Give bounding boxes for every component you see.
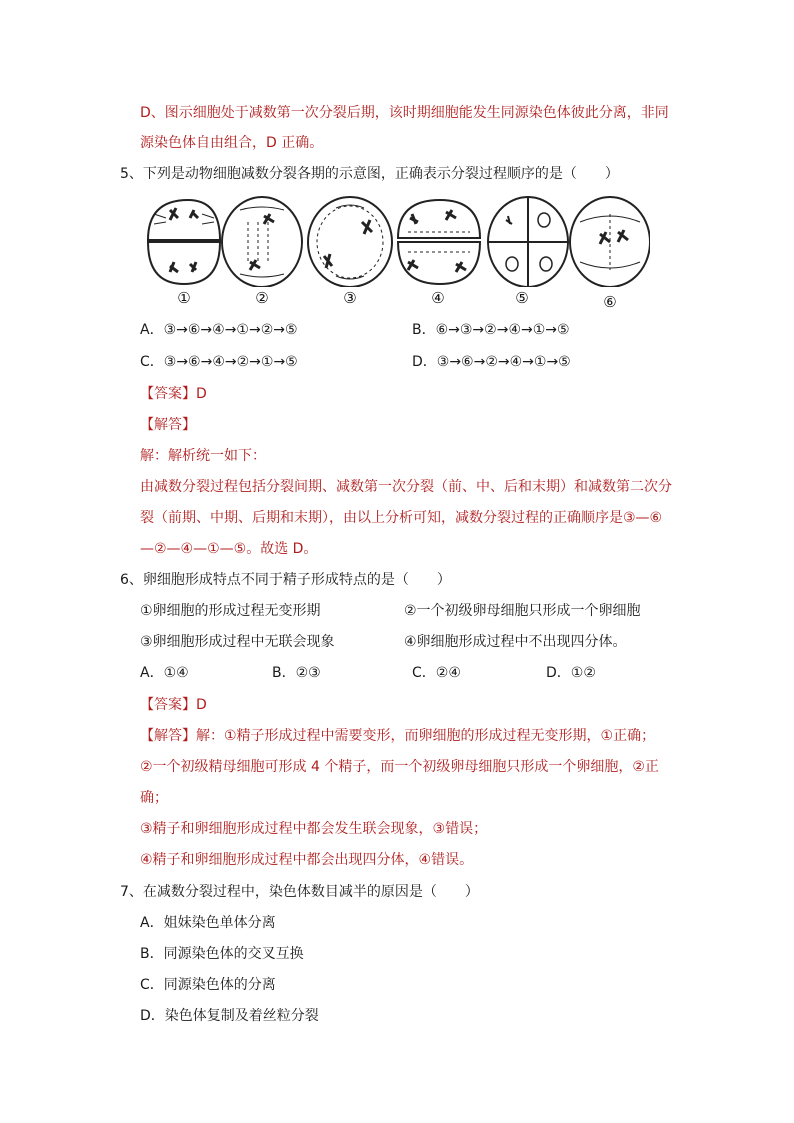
q7-option-a: A．姐妹染色单体分离 xyxy=(140,915,276,931)
q6-analysis-text-1: 解：①精子形成过程中需要变形，而卵细胞的形成过程无变形期，①正确； xyxy=(196,728,656,744)
q6-item-3: ③卵细胞形成过程中无联会现象 xyxy=(140,634,335,650)
prev-answer-line-2: 源染色体自由组合，D 正确。 xyxy=(140,135,324,151)
q6-option-c: C．②④ xyxy=(412,665,461,681)
cell-3 xyxy=(308,197,392,287)
figure-label-2: ② xyxy=(255,289,269,307)
cell-5 xyxy=(488,197,568,287)
q6-analysis-line-2: ②一个初级精母细胞可形成 4 个精子，而一个初级卵母细胞只形成一个卵细胞，②正 xyxy=(140,759,659,775)
q5-analysis-line-2: 由减数分裂过程包括分裂间期、减数第一次分裂（前、中、后和末期）和减数第二次分 xyxy=(140,479,672,495)
q6-item-2: ②一个初级卵母细胞只形成一个卵细胞 xyxy=(404,603,641,619)
q6-option-a: A．①④ xyxy=(140,665,189,681)
q6-item-4: ④卵细胞形成过程中不出现四分体。 xyxy=(404,634,627,650)
q6-analysis-line-1 xyxy=(140,726,655,746)
q6-item-1: ①卵细胞的形成过程无变形期 xyxy=(140,603,321,619)
q6-analysis-line-5: ④精子和卵细胞形成过程中都会出现四分体，④错误。 xyxy=(140,852,474,868)
q6-option-d: D．①② xyxy=(546,665,596,681)
figure-label-4: ④ xyxy=(431,289,445,307)
q6-analysis-tag: 【解答】 xyxy=(140,728,196,744)
q6-analysis-line-3: 确； xyxy=(140,790,168,806)
q7-option-b: B．同源染色体的交叉互换 xyxy=(140,946,304,962)
q5-option-b: B．⑥→③→②→④→①→⑤ xyxy=(412,322,570,338)
q5-answer-value: D xyxy=(196,386,207,402)
cell-2 xyxy=(222,197,302,287)
meiosis-figure xyxy=(140,192,650,314)
q6-stem: 6、卵细胞形成特点不同于精子形成特点的是（ ） xyxy=(120,572,451,588)
figure-label-5: ⑤ xyxy=(515,289,529,307)
prev-answer-line-1: D、图示细胞处于减数第一次分裂后期，该时期细胞能发生同源染色体彼此分离，非同 xyxy=(140,105,669,121)
q7-option-d: D．染色体复制及着丝粒分裂 xyxy=(140,1008,319,1024)
figure-label-6: ⑥ xyxy=(603,293,617,311)
q5-option-c: C．③→⑥→④→②→①→⑤ xyxy=(140,354,298,370)
q5-analysis-line-4: —②—④—①—⑤。故选 D。 xyxy=(140,541,318,557)
q6-answer-tag: 【答案】 xyxy=(140,697,196,713)
q6-answer-value: D xyxy=(196,697,207,713)
q5-analysis-line-3: 裂（前期、中期、后期和末期），由以上分析可知，减数分裂过程的正确顺序是③—⑥ xyxy=(140,510,663,526)
q5-analysis-line-1: 解：解析统一如下： xyxy=(140,448,266,464)
q6-analysis-line-4: ③精子和卵细胞形成过程中都会发生联会现象，③错误； xyxy=(140,821,488,837)
figure-label-3: ③ xyxy=(343,289,357,307)
q5-answer-tag: 【答案】 xyxy=(140,386,196,402)
cell-1 xyxy=(148,200,220,284)
q6-option-b: B．②③ xyxy=(272,665,321,681)
meiosis-diagram xyxy=(140,192,650,287)
q6-answer xyxy=(140,695,207,715)
q7-option-c: C．同源染色体的分离 xyxy=(140,977,276,993)
q5-option-a: A．③→⑥→④→①→②→⑤ xyxy=(140,322,298,338)
cell-4 xyxy=(398,200,480,284)
q5-analysis-tag: 【解答】 xyxy=(140,417,196,433)
cell-6 xyxy=(570,197,650,287)
q7-stem: 7、在减数分裂过程中，染色体数目减半的原因是（ ） xyxy=(120,884,479,900)
q5-answer xyxy=(140,384,207,404)
figure-label-1: ① xyxy=(177,289,191,307)
q5-option-d: D．③→⑥→②→④→①→⑤ xyxy=(412,354,571,370)
q5-stem: 5、下列是动物细胞减数分裂各期的示意图，正确表示分裂过程顺序的是（ ） xyxy=(120,166,619,182)
